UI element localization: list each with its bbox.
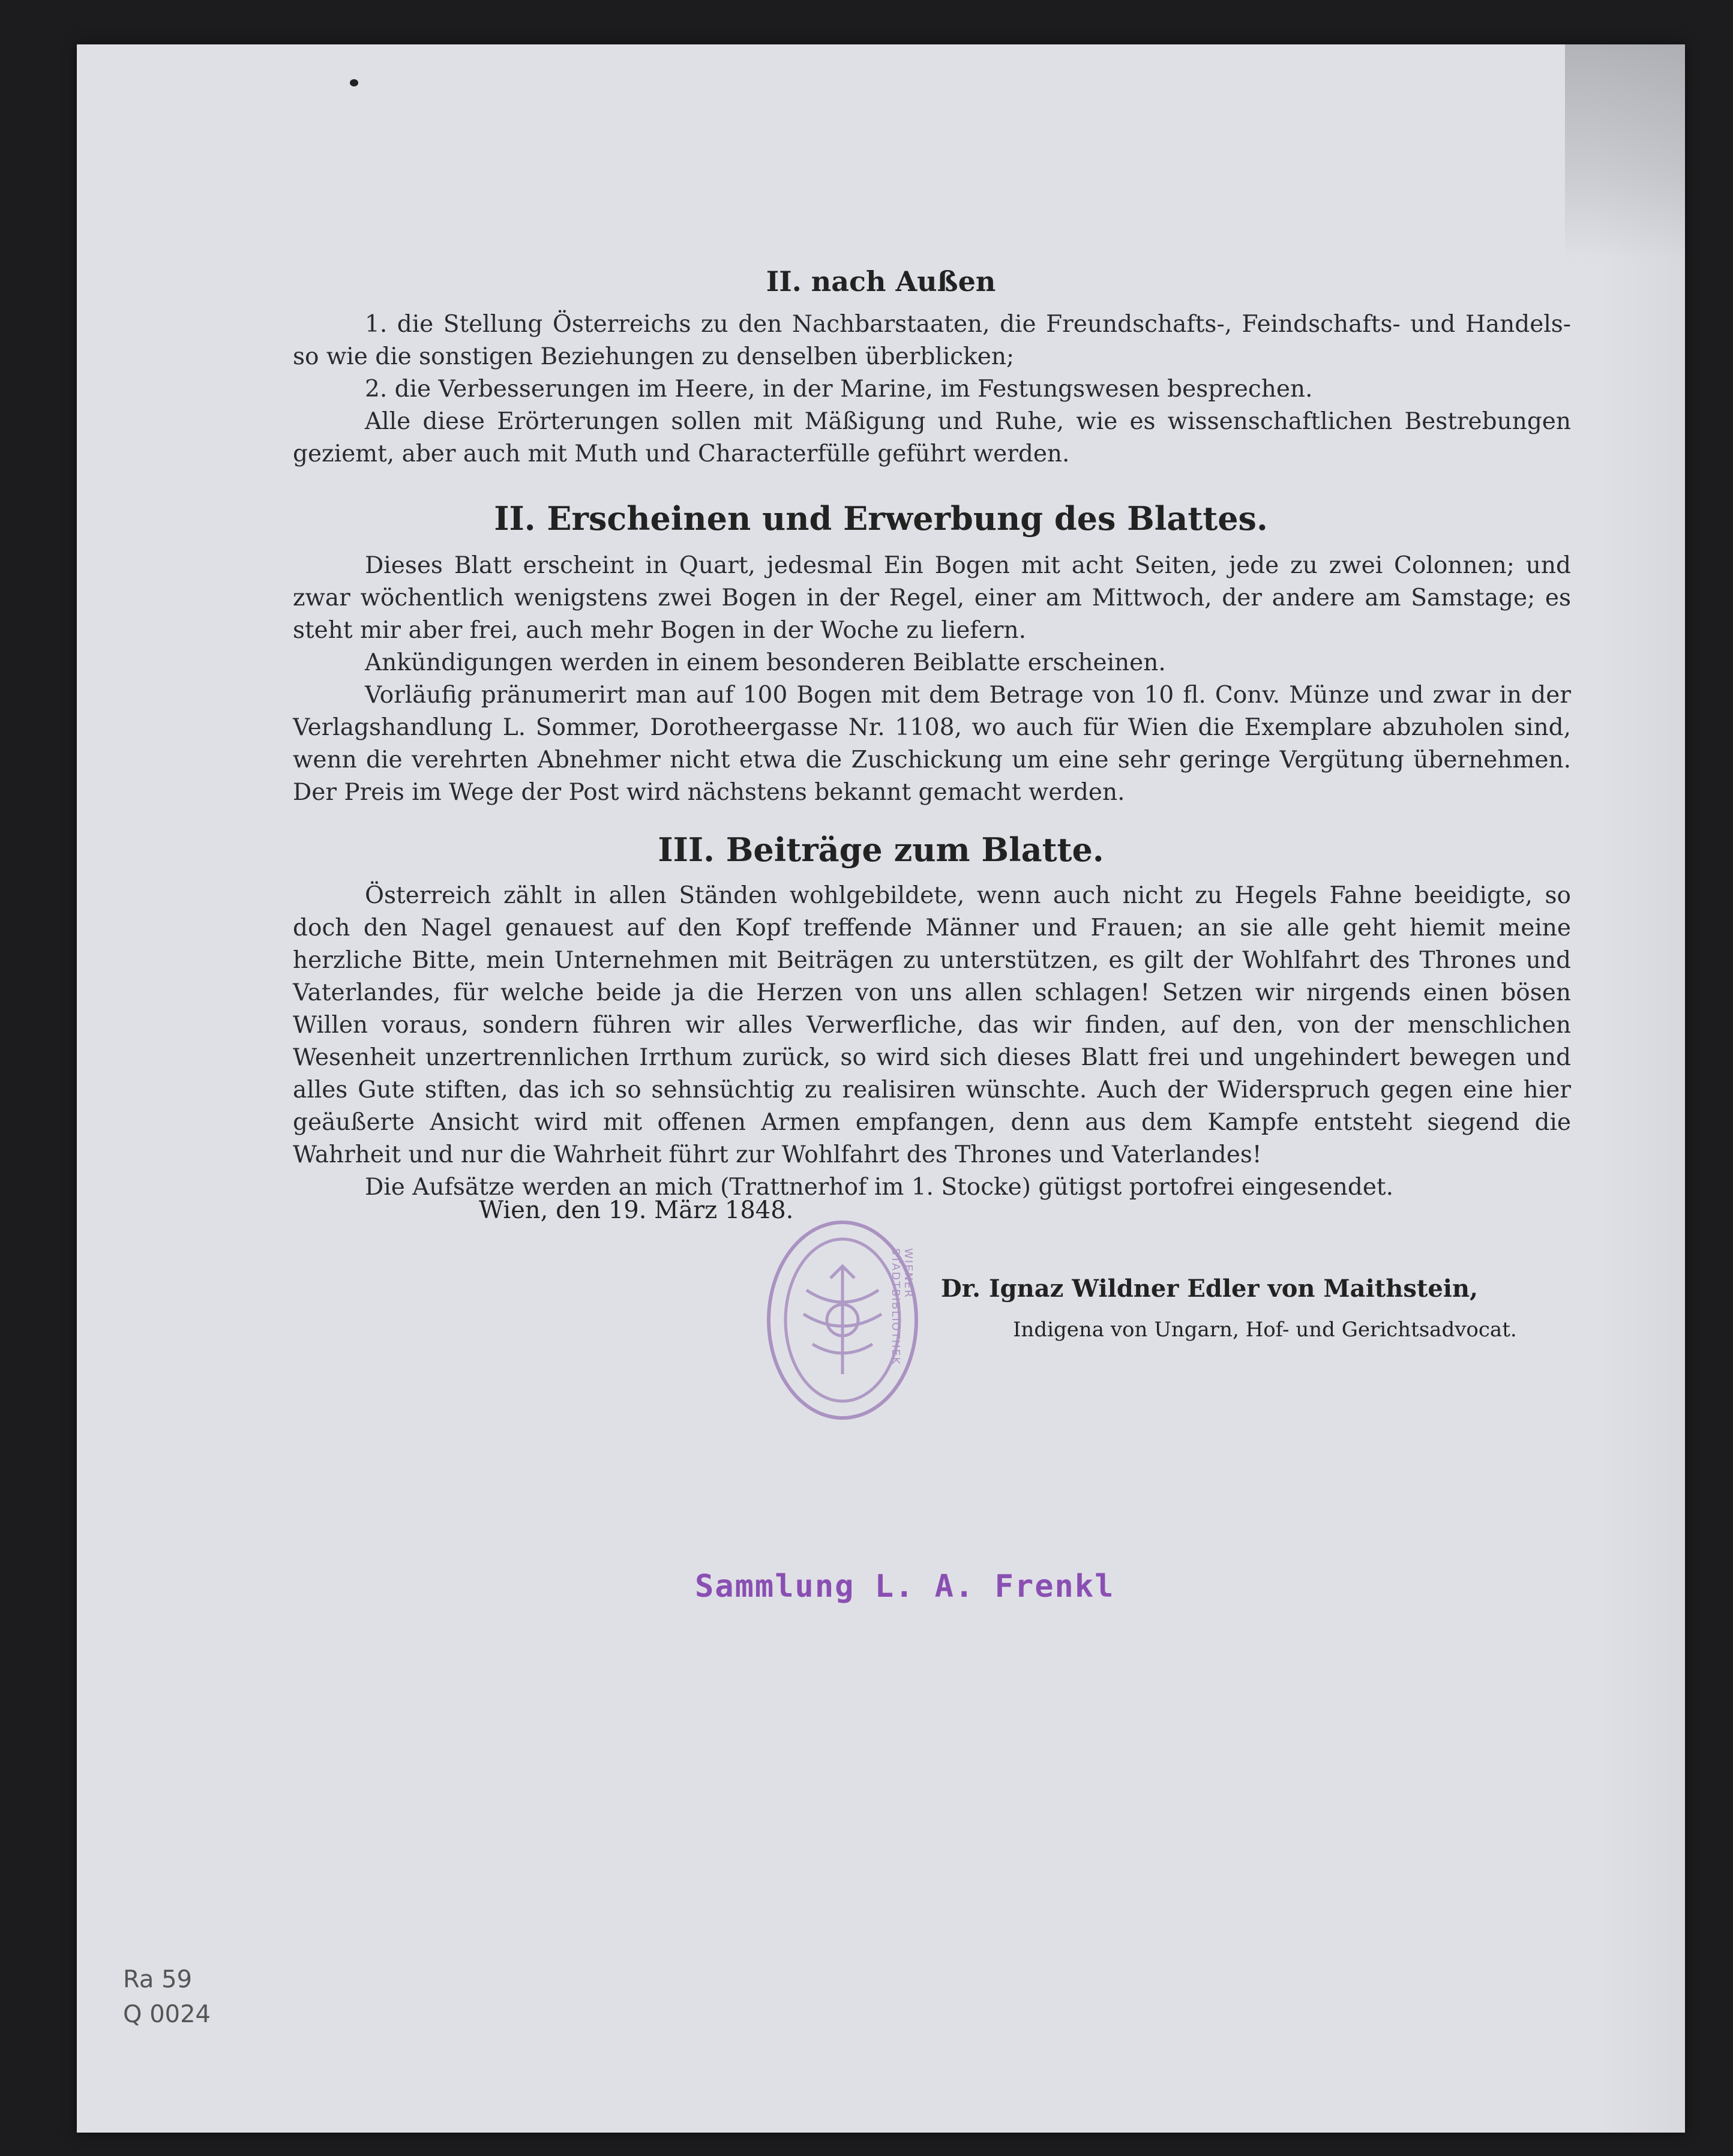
collection-stamp: Sammlung L. A. Frenkl: [695, 1569, 1115, 1605]
heading-erscheinen: II. Erscheinen und Erwerbung des Blattes.: [494, 499, 1268, 538]
place-date: Wien, den 19. März 1848.: [479, 1197, 794, 1224]
paragraph: Österreich zählt in allen Ständen wohlgebildete, wenn auch nicht zu Hegels Fahne beeidigte, so doch den Nagel genauest auf den Kopf treffende Männer und Frauen; an sie alle geht hiemit meine herzliche Bitte, mein Unternehmen mit Beiträgen zu unterstützen, es gilt der Wohlfahrt des Thrones und Vaterlandes, für welche beide ja die Herzen von uns allen schlagen! Setzen wir nirgends einen bösen Willen voraus, sondern führen wir alles Verwerfliche, das wir finden, auf den, von der menschlichen Wesenheit unzertrennlichen Irrthum zurück, so wird sich dieses Blatt frei und ungehindert bewegen und alles Gute stiften, das ich so sehnsüchtig zu realisiren wünschte. Auch der Widerspruch gegen eine hier geäußerte Ansicht wird mit offenen Armen empfangen, denn aus dem Kampfe entsteht siegend die Wahrheit und nur die Wahrheit führt zur Wohlfahrt des Thrones und Vaterlandes!: [293, 882, 1571, 1168]
paper-stain: [1565, 44, 1685, 260]
signature-title: Indigena von Ungarn, Hof- und Gerichtsadvocat.: [1013, 1318, 1517, 1342]
paragraph: Vorläufig pränumerirt man auf 100 Bogen mit dem Betrage von 10 fl. Conv. Münze und zwar in der Verlagshandlung L. Sommer, Dorotheergasse Nr. 1108, wo auch für Wien die Exemplare abzuholen sind, wenn die verehrten Abnehmer nicht etwa die Zuschickung um eine sehr geringe Vergütung übernehmen. Der Preis im Wege der Post wird nächstens bekannt gemacht werden.: [293, 682, 1571, 806]
heading-beitraege: III. Beiträge zum Blatte.: [658, 830, 1104, 869]
ink-speck: [350, 79, 358, 86]
shelfmark: [123, 1962, 211, 2032]
paragraph: Alle diese Erörterungen sollen mit Mäßigung und Ruhe, wie es wissenschaftlichen Bestrebungen geziemt, aber auch mit Muth und Characterfülle geführt werden.: [293, 408, 1571, 467]
paragraph: 1. die Stellung Österreichs zu den Nachbarstaaten, die Freundschafts-, Feindschafts- und Handels- so wie die sonstigen Beziehungen zu denselben überblicken;: [293, 311, 1571, 370]
heading-nach-aussen: II. nach Außen: [766, 265, 996, 298]
shelfmark-line: Ra 59: [123, 1966, 193, 1993]
section-2-body: [293, 550, 1571, 809]
document-page: [77, 44, 1685, 2133]
paragraph: Die Aufsätze werden an mich (Trattnerhof im 1. Stocke) gütigst portofrei eingesendet.: [365, 1174, 1393, 1201]
section-3-body: [293, 880, 1571, 1204]
signature-name: Dr. Ignaz Wildner Edler von Maithstein,: [941, 1275, 1478, 1303]
shelfmark-line: Q 0024: [123, 2001, 211, 2028]
library-stamp: [767, 1221, 918, 1420]
paragraph: Dieses Blatt erscheint in Quart, jedesmal Ein Bogen mit acht Seiten, jede zu zwei Colonnen; und zwar wöchentlich wenigstens zwei Bogen in der Regel, einer am Mittwoch, der andere am Samstage; es steht mir aber frei, auch mehr Bogen in der Woche zu liefern.: [293, 552, 1571, 644]
paragraph: Ankündigungen werden in einem besonderen Beiblatte erscheinen.: [365, 649, 1166, 676]
section-outside-body: [293, 308, 1571, 470]
paragraph: 2. die Verbesserungen im Heere, in der Marine, im Festungswesen besprechen.: [365, 376, 1313, 403]
library-stamp-text: WIENER STADTBIBLIOTHEK: [889, 1248, 915, 1366]
